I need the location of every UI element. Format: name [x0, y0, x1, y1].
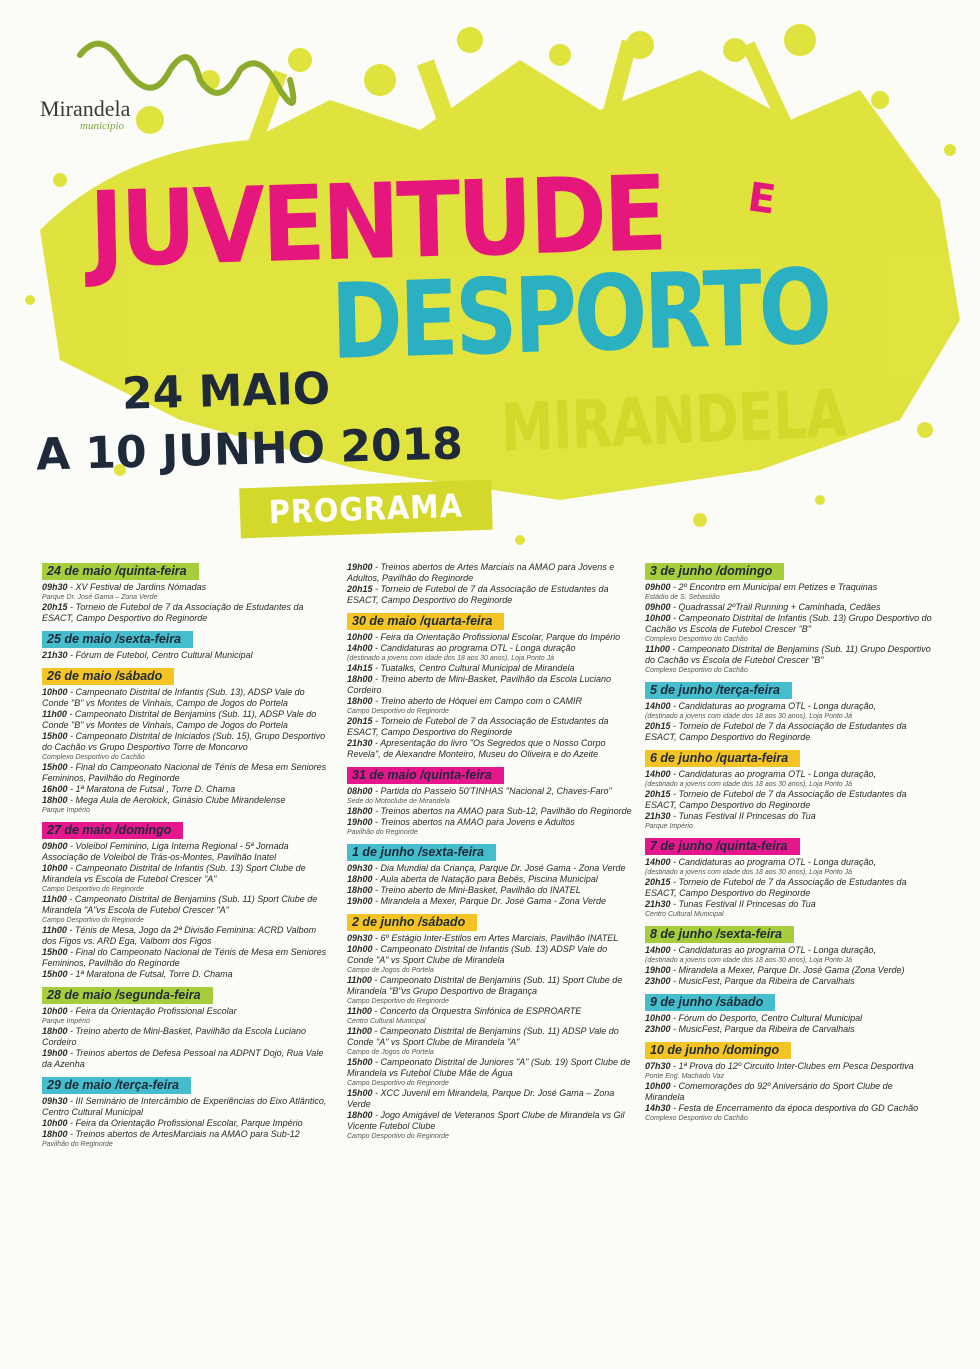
day-heading: 30 de maio /quarta-feira [347, 613, 504, 630]
day-block [645, 749, 933, 831]
event-item [42, 947, 330, 969]
event-text: - Partida do Passeio 50'TINHAS "Nacional 2, Chaves-Faro" [372, 786, 612, 796]
event-time: 14h00 [645, 701, 671, 711]
event-text: - Torneio de Futebol de 7 da Associação de Estudantes da ESACT, Campo Desportivo do Reginorde [645, 721, 907, 742]
event-location: Estádio de S. Sebastião [645, 594, 720, 601]
event-text: - Mirandela a Mexer, Parque Dr. José Gama (Zona Verde) [670, 965, 905, 975]
event-item [645, 1103, 933, 1123]
event-text: - Campeonato Distrital de Infantis (Sub. 13) Sport Clube de Mirandela vs Escola de Futebol Crescer "A" [42, 863, 306, 884]
event-item [347, 975, 635, 1006]
event-item [42, 1048, 330, 1070]
event-location: (destinado a jovens com idade dos 18 aos 30 anos), Loja Ponto Já [347, 655, 555, 662]
day-block [42, 1076, 330, 1149]
event-time: 09h30 [42, 1096, 68, 1106]
day-block [347, 562, 635, 606]
event-text: - Torneio de Futebol de 7 da Associação de Estudantes da ESACT, Campo Desportivo do Reginorde [347, 584, 609, 605]
event-time: 14h15 [347, 663, 373, 673]
event-text: - Candidaturas ao programa OTL - Longa duração, [670, 945, 876, 955]
event-time: 14h00 [347, 643, 373, 653]
event-time: 21h30 [645, 811, 671, 821]
event-text: - Campeonato Distrital de Benjamins (Sub. 11), ADSP Vale do Conde "B" vs Montes de Vinhais, Campo de Jogos do Portela [42, 709, 317, 730]
day-block [347, 843, 635, 907]
day-heading: 28 de maio /segunda-feira [42, 987, 213, 1004]
event-time: 18h00 [347, 806, 373, 816]
event-item [645, 976, 933, 987]
event-time: 14h00 [645, 857, 671, 867]
event-text: - Tunas Festival II Princesas do Tua [670, 811, 816, 821]
event-time: 10h00 [42, 1118, 68, 1128]
event-location: Sede do Motoclube de Mirandela [347, 798, 450, 805]
event-location: Parque Império [42, 1018, 90, 1025]
event-text: - Campeonato Distrital de Iniciados (Sub. 15), Grupo Desportivo do Cachão vs Grupo Desportivo Torre de Moncorvo [42, 731, 326, 752]
event-item [347, 817, 635, 837]
day-block [645, 562, 933, 675]
event-time: 09h00 [42, 841, 68, 851]
event-time: 18h00 [347, 1110, 373, 1120]
logo-name: Mirandela [40, 96, 131, 121]
event-item [347, 944, 635, 975]
event-time: 11h00 [347, 1006, 372, 1016]
event-time: 15h00 [42, 969, 68, 979]
schedule-column-2 [347, 562, 635, 1147]
day-block [645, 837, 933, 919]
event-time: 14h00 [645, 769, 671, 779]
day-block [347, 913, 635, 1141]
event-item [42, 1026, 330, 1048]
poster-header [0, 0, 980, 560]
event-item [42, 709, 330, 731]
event-time: 09h30 [347, 863, 373, 873]
event-item [347, 716, 635, 738]
date-start: 24 MAIO [121, 363, 331, 420]
event-text: - Campeonato Distrital de Infantis (Sub. 13) Grupo Desportivo do Cachão vs Escola de Futebol Crescer "B" [645, 613, 932, 634]
event-time: 19h00 [645, 965, 671, 975]
schedule-column-1 [42, 562, 330, 1155]
event-time: 15h00 [42, 947, 68, 957]
event-location: (destinado a jovens com idade dos 18 aos 30 anos), Loja Ponto Já [645, 957, 853, 964]
day-heading: 25 de maio /sexta-feira [42, 631, 193, 648]
event-time: 15h00 [42, 762, 68, 772]
event-text: - Treino aberto de Mini-Basket, Pavilhão da Escola Luciano Cordeiro [42, 1026, 306, 1047]
event-item [347, 674, 635, 696]
event-time: 11h00 [645, 644, 670, 654]
event-text: - Treino aberto de Mini-Basket, Pavilhão do INATEL [372, 885, 581, 895]
event-text: - Fórum do Desporto, Centro Cultural Municipal [670, 1013, 863, 1023]
event-text: - 1ª Maratona de Futsal, Torre D. Chama [67, 969, 233, 979]
event-time: 07h30 [645, 1061, 671, 1071]
day-heading: 29 de maio /terça-feira [42, 1077, 191, 1094]
event-text: - Festa de Encerramento da época desportiva do GD Cachão [670, 1103, 919, 1113]
event-text: - Ténis de Mesa, Jogo da 2ª Divisão Feminina: ACRD Valbom dos Figos vs. ARD Ega, Valbom dos Figos [42, 925, 317, 946]
event-item [42, 863, 330, 894]
event-location: Campo Desportivo do Reginorde [347, 1133, 449, 1140]
event-text: - MusicFest, Parque da Ribeira de Carvalhais [670, 976, 855, 986]
day-block [347, 766, 635, 837]
event-item [347, 632, 635, 643]
day-block [42, 562, 330, 624]
event-item [645, 602, 933, 613]
day-block [645, 681, 933, 743]
event-item [347, 933, 635, 944]
day-block [42, 986, 330, 1070]
day-heading: 6 de junho /quarta-feira [645, 750, 800, 767]
event-text: - Treinos abertos na AMAO para Jovens e Adultos [372, 817, 575, 827]
day-heading: 9 de junho /sábado [645, 994, 775, 1011]
event-time: 10h00 [347, 632, 373, 642]
event-time: 18h00 [347, 696, 373, 706]
event-text: - MusicFest, Parque da Ribeira de Carvalhais [670, 1024, 855, 1034]
event-item [42, 602, 330, 624]
event-time: 14h00 [645, 945, 671, 955]
event-text: - Jogo Amigável de Veteranos Sport Clube de Mirandela vs Gil Vicente Futebol Clube [347, 1110, 625, 1131]
event-time: 10h00 [42, 863, 68, 873]
event-location: Parque Império [42, 807, 90, 814]
event-text: - III Seminário de Intercâmbio de Experiências do Eixo Atlântico, Centro Cultural Municipal [42, 1096, 327, 1117]
day-block [347, 612, 635, 760]
event-location: Ponte Eng. Machado Vaz [645, 1073, 725, 1080]
event-time: 20h15 [645, 721, 671, 731]
event-text: - Fórum de Futebol, Centro Cultural Municipal [67, 650, 253, 660]
event-item [42, 762, 330, 784]
day-heading: 2 de junho /sábado [347, 914, 477, 931]
event-item [42, 894, 330, 925]
title-e: E [744, 174, 779, 224]
event-time: 19h00 [42, 1048, 68, 1058]
event-location: Centro Cultural Municipal [645, 911, 724, 918]
event-item [347, 738, 635, 760]
event-location: Pavilhão do Reginorde [42, 1141, 113, 1148]
event-text: - Campeonato Distrital de Benjamins (Sub. 11) ADSP Vale do Conde "A" vs Sport Clube de Mirandela "A" [347, 1026, 619, 1047]
event-item [347, 1088, 635, 1110]
event-time: 20h15 [42, 602, 68, 612]
event-item [645, 1061, 933, 1081]
day-block [645, 993, 933, 1035]
event-text: - Torneio de Futebol de 7 da Associação de Estudantes da ESACT, Campo Desportivo do Reginorde [42, 602, 304, 623]
event-text: - Treino aberto de Hóquei em Campo com o CAMIR [372, 696, 582, 706]
event-text: - Mirandela a Mexer, Parque Dr. José Gama - Zona Verde [372, 896, 606, 906]
event-text: - Treinos abertos de Defesa Pessoal na ADPNT Dojo, Rua Vale da Azenha [42, 1048, 324, 1069]
event-time: 11h00 [42, 925, 67, 935]
day-heading: 26 de maio /sábado [42, 668, 174, 685]
event-text: - Final do Campeonato Nacional de Ténis de Mesa em Seniores Femininos, Pavilhão do Reginorde [42, 762, 327, 783]
event-item [42, 841, 330, 863]
event-text: - Mega Aula de Aerokick, Ginásio Clube Mirandelense [67, 795, 286, 805]
event-time: 15h00 [42, 731, 68, 741]
event-time: 09h00 [645, 582, 671, 592]
event-item [347, 806, 635, 817]
event-location: Pavilhão do Reginorde [347, 829, 418, 836]
event-item [645, 1013, 933, 1024]
event-time: 23h00 [645, 976, 671, 986]
event-text: - XCC Juvenil em Mirandela, Parque Dr. José Gama – Zona Verde [347, 1088, 615, 1109]
event-item [347, 874, 635, 885]
event-item [42, 969, 330, 980]
event-time: 20h15 [347, 716, 373, 726]
event-text: - Campeonato Distrital de Benjamins (Sub. 11) Sport Clube de Mirandela "B"vs Grupo Desportivo de Bragança [347, 975, 623, 996]
event-item [645, 769, 933, 789]
event-time: 10h00 [645, 1013, 671, 1023]
event-text: - Candidaturas ao programa OTL - Longa duração [372, 643, 576, 653]
event-item [347, 643, 635, 663]
event-item [645, 965, 933, 976]
event-item [645, 899, 933, 919]
event-location: Campo Desportivo do Reginorde [347, 998, 449, 1005]
event-time: 11h00 [42, 894, 67, 904]
event-time: 10h00 [42, 687, 68, 697]
event-text: - Feira da Orientação Profissional Escolar, Parque Império [67, 1118, 303, 1128]
event-item [42, 1129, 330, 1149]
event-text: - XV Festival de Jardins Nómadas [67, 582, 207, 592]
event-item [42, 731, 330, 762]
event-text: - Campeonato Distrital de Juniores "A" (Sub. 19) Sport Clube de Mirandela vs Futebol Clube Mãe de Água [347, 1057, 631, 1078]
event-time: 20h15 [645, 789, 671, 799]
event-text: - Campeonato Distrital de Infantis (Sub. 13) ADSP Vale do Conde "A" vs Sport Clube de Mirandela [347, 944, 608, 965]
event-text: - Voleibol Feminino, Liga Interna Regional - 5ª Jornada Associação de Voleibol de Trás-os-Montes, Pavilhão Inatel [42, 841, 289, 862]
event-time: 21h30 [645, 899, 671, 909]
event-time: 20h15 [347, 584, 373, 594]
schedule-column-3 [645, 562, 933, 1129]
event-item [645, 1024, 933, 1035]
event-text: - Dia Mundial da Criança, Parque Dr. José Gama - Zona Verde [372, 863, 626, 873]
event-text: - Tunas Festival II Princesas do Tua [670, 899, 816, 909]
event-item [645, 857, 933, 877]
event-location: Complexo Desportivo do Cachão [645, 636, 748, 643]
event-item [347, 584, 635, 606]
event-item [645, 644, 933, 675]
event-text: - Tuatalks, Centro Cultural Municipal de Mirandela [372, 663, 575, 673]
event-location: Campo Desportivo do Reginorde [347, 1080, 449, 1087]
event-text: - Concerto da Orquestra Sinfónica de ESPROARTE [371, 1006, 582, 1016]
day-heading: 24 de maio /quinta-feira [42, 563, 199, 580]
event-location: Complexo Desportivo do Cachão [42, 754, 145, 761]
day-block [42, 667, 330, 815]
event-time: 11h00 [347, 1026, 372, 1036]
event-text: - Comemorações do 92º Aniversário do Sport Clube de Mirandela [645, 1081, 893, 1102]
event-location: Parque Império [645, 823, 693, 830]
day-heading: 5 de junho /terça-feira [645, 682, 792, 699]
municipality-logo [40, 96, 131, 132]
event-time: 10h00 [645, 1081, 671, 1091]
event-location: (destinado a jovens com idade dos 18 aos 30 anos), Loja Ponto Já [645, 713, 853, 720]
event-location: Complexo Desportivo do Cachão [645, 1115, 748, 1122]
event-item [645, 701, 933, 721]
event-item [42, 795, 330, 815]
event-text: - 2º Encontro em Municipal em Petizes e Traquinas [670, 582, 878, 592]
event-item [347, 863, 635, 874]
event-item [347, 885, 635, 896]
event-time: 18h00 [42, 1129, 68, 1139]
event-location: Campo Desportivo do Reginorde [42, 917, 144, 924]
event-time: 10h00 [42, 1006, 68, 1016]
event-time: 21h30 [347, 738, 373, 748]
event-item [42, 784, 330, 795]
day-heading: 7 de junho /quinta-feira [645, 838, 800, 855]
day-heading: 1 de junho /sexta-feira [347, 844, 496, 861]
event-time: 18h00 [347, 874, 373, 884]
event-text: - Torneio de Futebol de 7 da Associação de Estudantes da ESACT, Campo Desportivo do Reginorde [645, 789, 907, 810]
day-heading: 27 de maio /domingo [42, 822, 183, 839]
event-item [347, 663, 635, 674]
event-time: 18h00 [42, 795, 68, 805]
event-text: - 1ª Prova do 12º Circuito Inter-Clubes em Pesca Desportiva [670, 1061, 914, 1071]
day-block [645, 1041, 933, 1123]
day-heading: 8 de junho /sexta-feira [645, 926, 794, 943]
event-item [347, 696, 635, 716]
event-text: - Torneio de Futebol de 7 da Associação de Estudantes da ESACT, Campo Desportivo do Reginorde [645, 877, 907, 898]
event-text: - Treinos abertos na AMAO para Sub-12, Pavilhão do Reginorde [372, 806, 632, 816]
event-item [347, 1110, 635, 1141]
event-time: 15h00 [347, 1088, 373, 1098]
event-item [42, 1096, 330, 1118]
programa-banner [239, 480, 493, 539]
event-item [42, 650, 330, 661]
event-text: - 6º Estágio Inter-Estilos em Artes Marciais, Pavilhão INATEL [372, 933, 619, 943]
event-text: - Torneio de Futebol de 7 da Associação de Estudantes da ESACT, Campo Desportivo do Reginorde [347, 716, 609, 737]
event-time: 10h00 [645, 613, 671, 623]
event-item [347, 896, 635, 907]
event-text: - Aula aberta de Natação para Bebés, Piscina Municipal [372, 874, 598, 884]
event-item [42, 687, 330, 709]
event-item [645, 945, 933, 965]
event-time: 09h30 [347, 933, 373, 943]
event-time: 20h15 [645, 877, 671, 887]
event-item [645, 613, 933, 644]
event-location: (destinado a jovens com idade dos 18 aos 30 anos), Loja Ponto Já [645, 781, 853, 788]
event-time: 11h00 [42, 709, 67, 719]
event-item [645, 721, 933, 743]
event-text: - 1ª Maratona de Futsal , Torre D. Chama [67, 784, 236, 794]
event-text: - Final do Campeonato Nacional de Ténis de Mesa em Seniores Femininos, Pavilhão do Reginorde [42, 947, 327, 968]
event-text: - Treinos abertos de ArtesMarciais na AMAO para Sub-12 [67, 1129, 300, 1139]
event-time: 18h00 [347, 885, 373, 895]
title-desporto: DESPORTO [329, 245, 831, 383]
event-text: - Campeonato Distrital de Infantis (Sub. 13), ADSP Vale do Conde "B" vs Montes de Vinhais, Campo de Jogos do Portela [42, 687, 305, 708]
programa-label: PROGRAMA [268, 486, 464, 532]
event-item [645, 789, 933, 811]
event-text: - Quadrassal 2ºTrail Running + Caminhada, Cedães [670, 602, 881, 612]
event-time: 10h00 [347, 944, 373, 954]
day-block [42, 821, 330, 980]
event-item [347, 1006, 635, 1026]
event-time: 19h00 [347, 896, 373, 906]
event-time: 23h00 [645, 1024, 671, 1034]
event-text: - Campeonato Distrital de Benjamins (Sub. 11) Sport Clube de Mirandela "A"vs Escola de Futebol Crescer "A" [42, 894, 318, 915]
event-text: - Feira da Orientação Profissional Escolar [67, 1006, 237, 1016]
event-location: Parque Dr. José Gama – Zona Verde [42, 594, 158, 601]
event-item [645, 582, 933, 602]
title-juventude: JUVENTUDE [87, 152, 666, 291]
date-end: A 10 JUNHO 2018 [35, 418, 464, 481]
event-time: 19h00 [347, 817, 373, 827]
event-item [645, 877, 933, 899]
event-item [645, 811, 933, 831]
event-time: 08h00 [347, 786, 373, 796]
event-time: 14h30 [645, 1103, 671, 1113]
event-text: - Apresentação do livro "Os Segredos que o Nosso Corpo Revela", de Alexandre Monteiro, Museu do Oliveira e do Azeite [347, 738, 606, 759]
event-text: - Treinos abertos de Artes Marciais na AMAO para Jovens e Adultos, Pavilhão do Reginorde [347, 562, 615, 583]
day-heading: 10 de junho /domingo [645, 1042, 791, 1059]
event-item [347, 562, 635, 584]
event-time: 09h00 [645, 602, 671, 612]
event-item [42, 1006, 330, 1026]
event-text: - Candidaturas ao programa OTL - Longa duração, [670, 701, 876, 711]
day-heading: 31 de maio /quinta-feira [347, 767, 504, 784]
event-location: Campo de Jogos do Portela [347, 967, 434, 974]
event-location: (destinado a jovens com idade dos 18 aos 30 anos), Loja Ponto Já [645, 869, 853, 876]
day-block [42, 630, 330, 661]
event-time: 15h00 [347, 1057, 373, 1067]
event-location: Campo Desportivo do Reginorde [347, 708, 449, 715]
event-text: - Feira da Orientação Profissional Escolar, Parque do Império [372, 632, 621, 642]
event-item [347, 1026, 635, 1057]
event-item [347, 786, 635, 806]
event-time: 21h30 [42, 650, 68, 660]
logo-subtitle: município [80, 120, 124, 132]
event-location: Complexo Desportivo do Cachão [645, 667, 748, 674]
event-time: 19h00 [347, 562, 373, 572]
event-time: 18h00 [42, 1026, 68, 1036]
event-item [42, 925, 330, 947]
event-location: Campo de Jogos do Portela [347, 1049, 434, 1056]
day-heading: 3 de junho /domingo [645, 563, 784, 580]
event-text: - Candidaturas ao programa OTL - Longa duração, [670, 857, 876, 867]
event-time: 16h00 [42, 784, 68, 794]
event-time: 18h00 [347, 674, 373, 684]
event-time: 09h30 [42, 582, 68, 592]
event-time: 11h00 [347, 975, 372, 985]
day-block [645, 925, 933, 987]
event-location: Centro Cultural Municipal [347, 1018, 426, 1025]
event-item [645, 1081, 933, 1103]
event-location: Campo Desportivo do Reginorde [42, 886, 144, 893]
event-item [42, 582, 330, 602]
event-text: - Treino aberto de Mini-Basket, Pavilhão da Escola Luciano Cordeiro [347, 674, 611, 695]
event-text: - Candidaturas ao programa OTL - Longa duração, [670, 769, 876, 779]
city-name: MIRANDELA [500, 374, 848, 467]
event-text: - Campeonato Distrital de Benjamins (Sub. 11) Grupo Desportivo do Cachão vs Escola de Futebol Crescer "B" [645, 644, 931, 665]
event-item [42, 1118, 330, 1129]
event-item [347, 1057, 635, 1088]
